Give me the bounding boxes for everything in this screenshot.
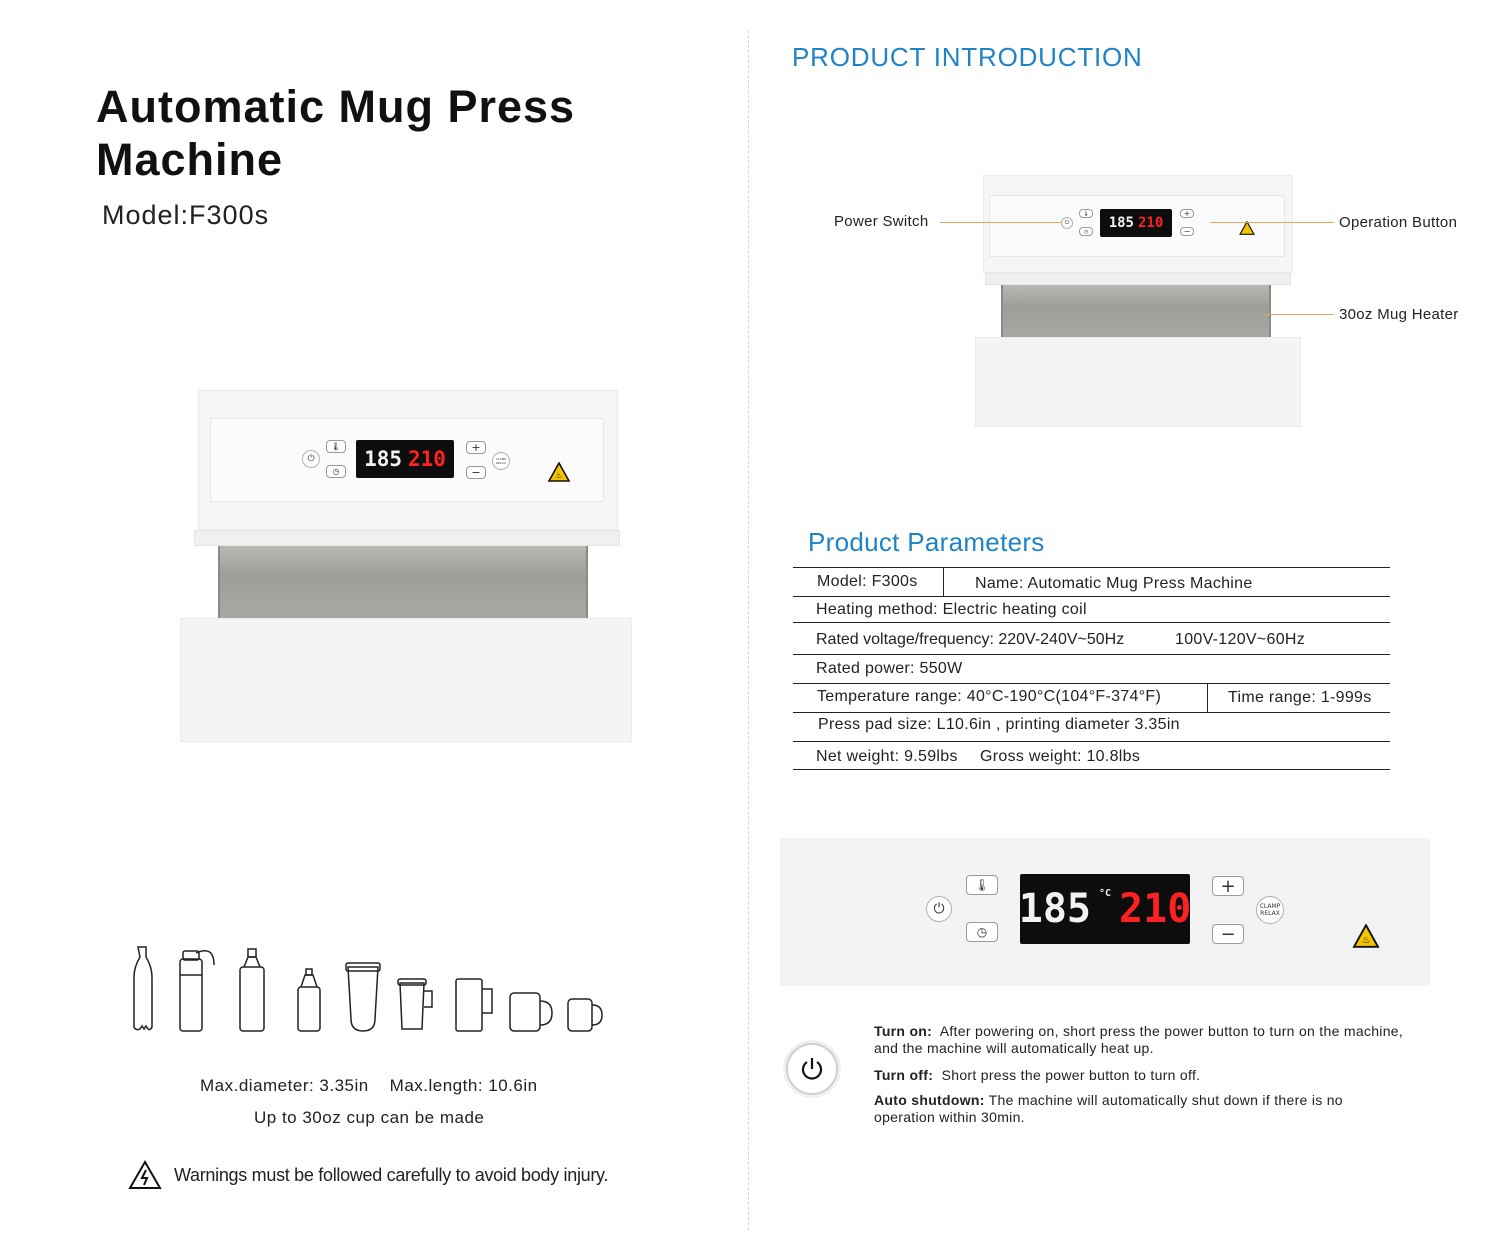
machine-base <box>180 618 632 742</box>
instruction-auto-shutdown: Auto shutdown: The machine will automatically shut down if there is no operation within 30min. <box>874 1092 1343 1125</box>
temperature-button[interactable]: 🌡 <box>1079 209 1093 218</box>
minus-button[interactable]: − <box>1180 227 1194 236</box>
cup-capacity: Up to 30oz cup can be made <box>254 1108 485 1127</box>
minus-button[interactable]: − <box>1212 924 1244 944</box>
lcd-display <box>1020 874 1190 944</box>
table-row: Heating method: Electric heating coil <box>793 596 1390 622</box>
product-introduction-heading: PRODUCT INTRODUCTION <box>792 42 1143 72</box>
tumbler-icon <box>346 963 380 1031</box>
temperature-button[interactable]: 🌡 <box>326 440 346 453</box>
callout-line-operation <box>1210 222 1334 223</box>
table-row: Rated voltage/frequency: 220V-240V~50Hz 100V-120V~60Hz <box>793 622 1390 654</box>
parameters-table <box>793 567 1390 770</box>
timer-button[interactable]: ◷ <box>1079 227 1093 236</box>
callout-power-switch: Power Switch <box>834 213 929 230</box>
machine-illustration <box>180 390 632 742</box>
clamp-relax-button[interactable]: CLAMP RELAX <box>492 452 510 470</box>
timer-button[interactable]: ◷ <box>966 922 998 942</box>
power-button[interactable]: ⏻ <box>1061 217 1073 229</box>
hot-surface-warning-icon <box>548 462 572 482</box>
power-button-large-icon <box>786 1043 838 1095</box>
power-button[interactable]: ⏻ <box>302 450 320 468</box>
table-row: Temperature range: 40°C-190°C(104°F-374°F) Time range: 1-999s <box>793 683 1390 712</box>
timer-button[interactable]: ◷ <box>326 465 346 478</box>
svg-text:♨: ♨ <box>555 471 563 480</box>
minus-button[interactable]: − <box>466 466 486 479</box>
power-button[interactable]: ⏻ <box>926 896 952 922</box>
machine-illustration-small <box>975 175 1305 430</box>
machine-base <box>975 337 1301 427</box>
callout-mug-heater: 30oz Mug Heater <box>1339 306 1459 323</box>
callout-line-power <box>940 222 1062 223</box>
bottle-icon <box>134 947 152 1030</box>
callout-line-heater <box>1262 314 1334 315</box>
upper-lip <box>194 530 620 546</box>
lcd-time: 210 <box>1119 886 1192 932</box>
warning-icon <box>128 1160 162 1190</box>
clamp-relax-button[interactable]: CLAMP RELAX <box>1256 896 1284 924</box>
tall-mug-icon <box>456 979 492 1031</box>
sport-bottle-icon <box>240 949 264 1031</box>
lcd-display <box>356 440 454 478</box>
instruction-turn-off: Turn off: Short press the power button to turn off. <box>874 1067 1201 1083</box>
lcd-temperature: 185 <box>364 447 402 471</box>
safety-warning: Warnings must be followed carefully to avoid body injury. <box>128 1160 608 1190</box>
plus-button[interactable]: + <box>1212 876 1244 896</box>
plus-button[interactable]: + <box>1180 209 1194 218</box>
page-title: Automatic Mug Press Machine <box>96 81 576 185</box>
lcd-temperature: 185 <box>1018 886 1091 932</box>
lcd-display: 185 210 <box>1100 209 1172 237</box>
table-row: Model: F300s Name: Automatic Mug Press Machine <box>793 567 1390 596</box>
small-mug-icon <box>568 999 602 1031</box>
compatible-cups <box>128 945 608 1035</box>
control-panel-closeup <box>780 838 1430 986</box>
lcd-time: 210 <box>408 447 446 471</box>
table-row: Press pad size: L10.6in , printing diameter 3.35in <box>793 712 1390 741</box>
flask-icon <box>180 951 214 1031</box>
temperature-button[interactable]: 🌡 <box>966 875 998 895</box>
plus-button[interactable]: + <box>466 441 486 454</box>
table-row: Rated power: 550W <box>793 654 1390 683</box>
hot-surface-warning-icon <box>1239 221 1257 235</box>
mug-heater-opening <box>1001 285 1271 339</box>
kids-bottle-icon <box>298 969 320 1031</box>
model-label: Model:F300s <box>102 200 270 230</box>
upper-lip <box>985 273 1291 285</box>
mug-heater-opening <box>218 546 588 620</box>
instruction-turn-on: Turn on: After powering on, short press the power button to turn on the machine, and the machine will automatically heat up. <box>874 1023 1404 1056</box>
product-parameters-heading: Product Parameters <box>808 527 1045 557</box>
lcd-unit: °C <box>1098 888 1112 899</box>
hot-surface-warning-icon <box>1352 924 1382 948</box>
page-fold <box>748 30 749 1230</box>
mug-icon <box>510 993 552 1031</box>
travel-mug-icon <box>398 979 432 1029</box>
table-row: Net weight: 9.59lbs Gross weight: 10.8lbs <box>793 741 1390 770</box>
svg-text:♨: ♨ <box>1361 935 1371 947</box>
cup-dimensions: Max.diameter: 3.35in Max.length: 10.6in <box>200 1076 538 1095</box>
callout-operation-button: Operation Button <box>1339 214 1458 231</box>
